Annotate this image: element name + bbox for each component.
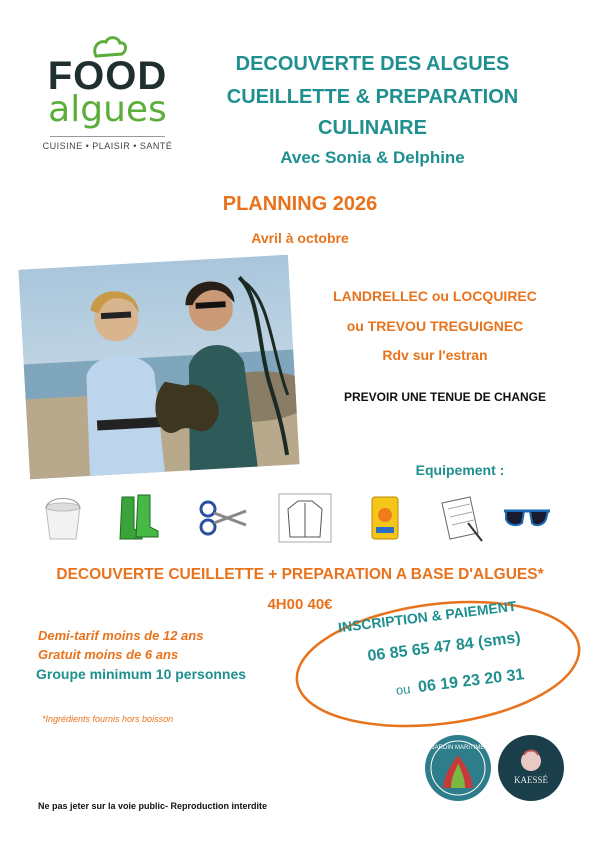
location-meeting-point: Rdv sur l'estran xyxy=(382,347,488,363)
notepad-icon xyxy=(432,493,486,543)
logo-word-algues: algues xyxy=(48,89,167,130)
scissors-icon xyxy=(196,493,250,543)
change-clothes-notice: PREVOIR UNE TENUE DE CHANGE xyxy=(343,390,547,404)
phone-sms[interactable]: 06 85 65 47 84 (sms) xyxy=(366,629,522,665)
jardin-maritime-logo xyxy=(423,733,493,803)
equipment-label: Equipement : xyxy=(415,462,505,478)
group-minimum-note: Groupe minimum 10 personnes xyxy=(36,666,247,682)
footer-notice: Ne pas jeter sur la voie public- Reproduction interdite xyxy=(38,801,268,811)
contact-title: INSCRIPTION & PAIEMENT xyxy=(337,597,518,636)
rain-boots-icon xyxy=(112,493,166,543)
bucket-icon xyxy=(36,493,90,543)
food-algues-logo xyxy=(40,36,175,154)
kaesse-text: KAESSÉ xyxy=(513,775,549,785)
sunscreen-icon xyxy=(358,493,412,543)
half-price-note: Demi-tarif moins de 12 ans xyxy=(38,628,204,643)
or-label: ou xyxy=(395,681,412,698)
jardin-maritime-text: JARDIN MARITIME xyxy=(431,745,485,751)
title-line-3: CULINAIRE xyxy=(318,117,427,139)
location-line-2: ou TREVOU TREGUIGNEC xyxy=(346,318,524,334)
offer-title: DECOUVERTE CUEILLETTE + PREPARATION A BASE D'ALGUES* xyxy=(56,566,544,583)
logo-divider xyxy=(50,136,165,137)
title-line-1: DECOUVERTE DES ALGUES xyxy=(235,53,510,75)
jacket-icon xyxy=(278,493,332,543)
title-line-2: CUEILLETTE & PREPARATION xyxy=(226,86,519,108)
planning-period: Avril à octobre xyxy=(251,230,349,246)
location-line-1: LANDRELLEC ou LOCQUIREC xyxy=(333,288,537,304)
kaesse-logo xyxy=(496,733,566,803)
offer-price: 4H00 40€ xyxy=(267,596,333,613)
sunglasses-icon xyxy=(500,493,554,543)
title-hosts: Avec Sonia & Delphine xyxy=(280,148,465,167)
phone-2[interactable]: 06 19 23 20 31 xyxy=(417,666,526,697)
free-note: Gratuit moins de 6 ans xyxy=(38,647,179,662)
photo-seaweed-harvest xyxy=(18,255,299,480)
logo-tagline: CUISINE • PLAISIR • SANTÉ xyxy=(42,141,173,151)
planning-title: PLANNING 2026 xyxy=(222,193,378,215)
ingredients-note: *Ingrédients fournis hors boisson xyxy=(42,714,174,724)
logo-word-food: FOOD xyxy=(47,54,168,98)
